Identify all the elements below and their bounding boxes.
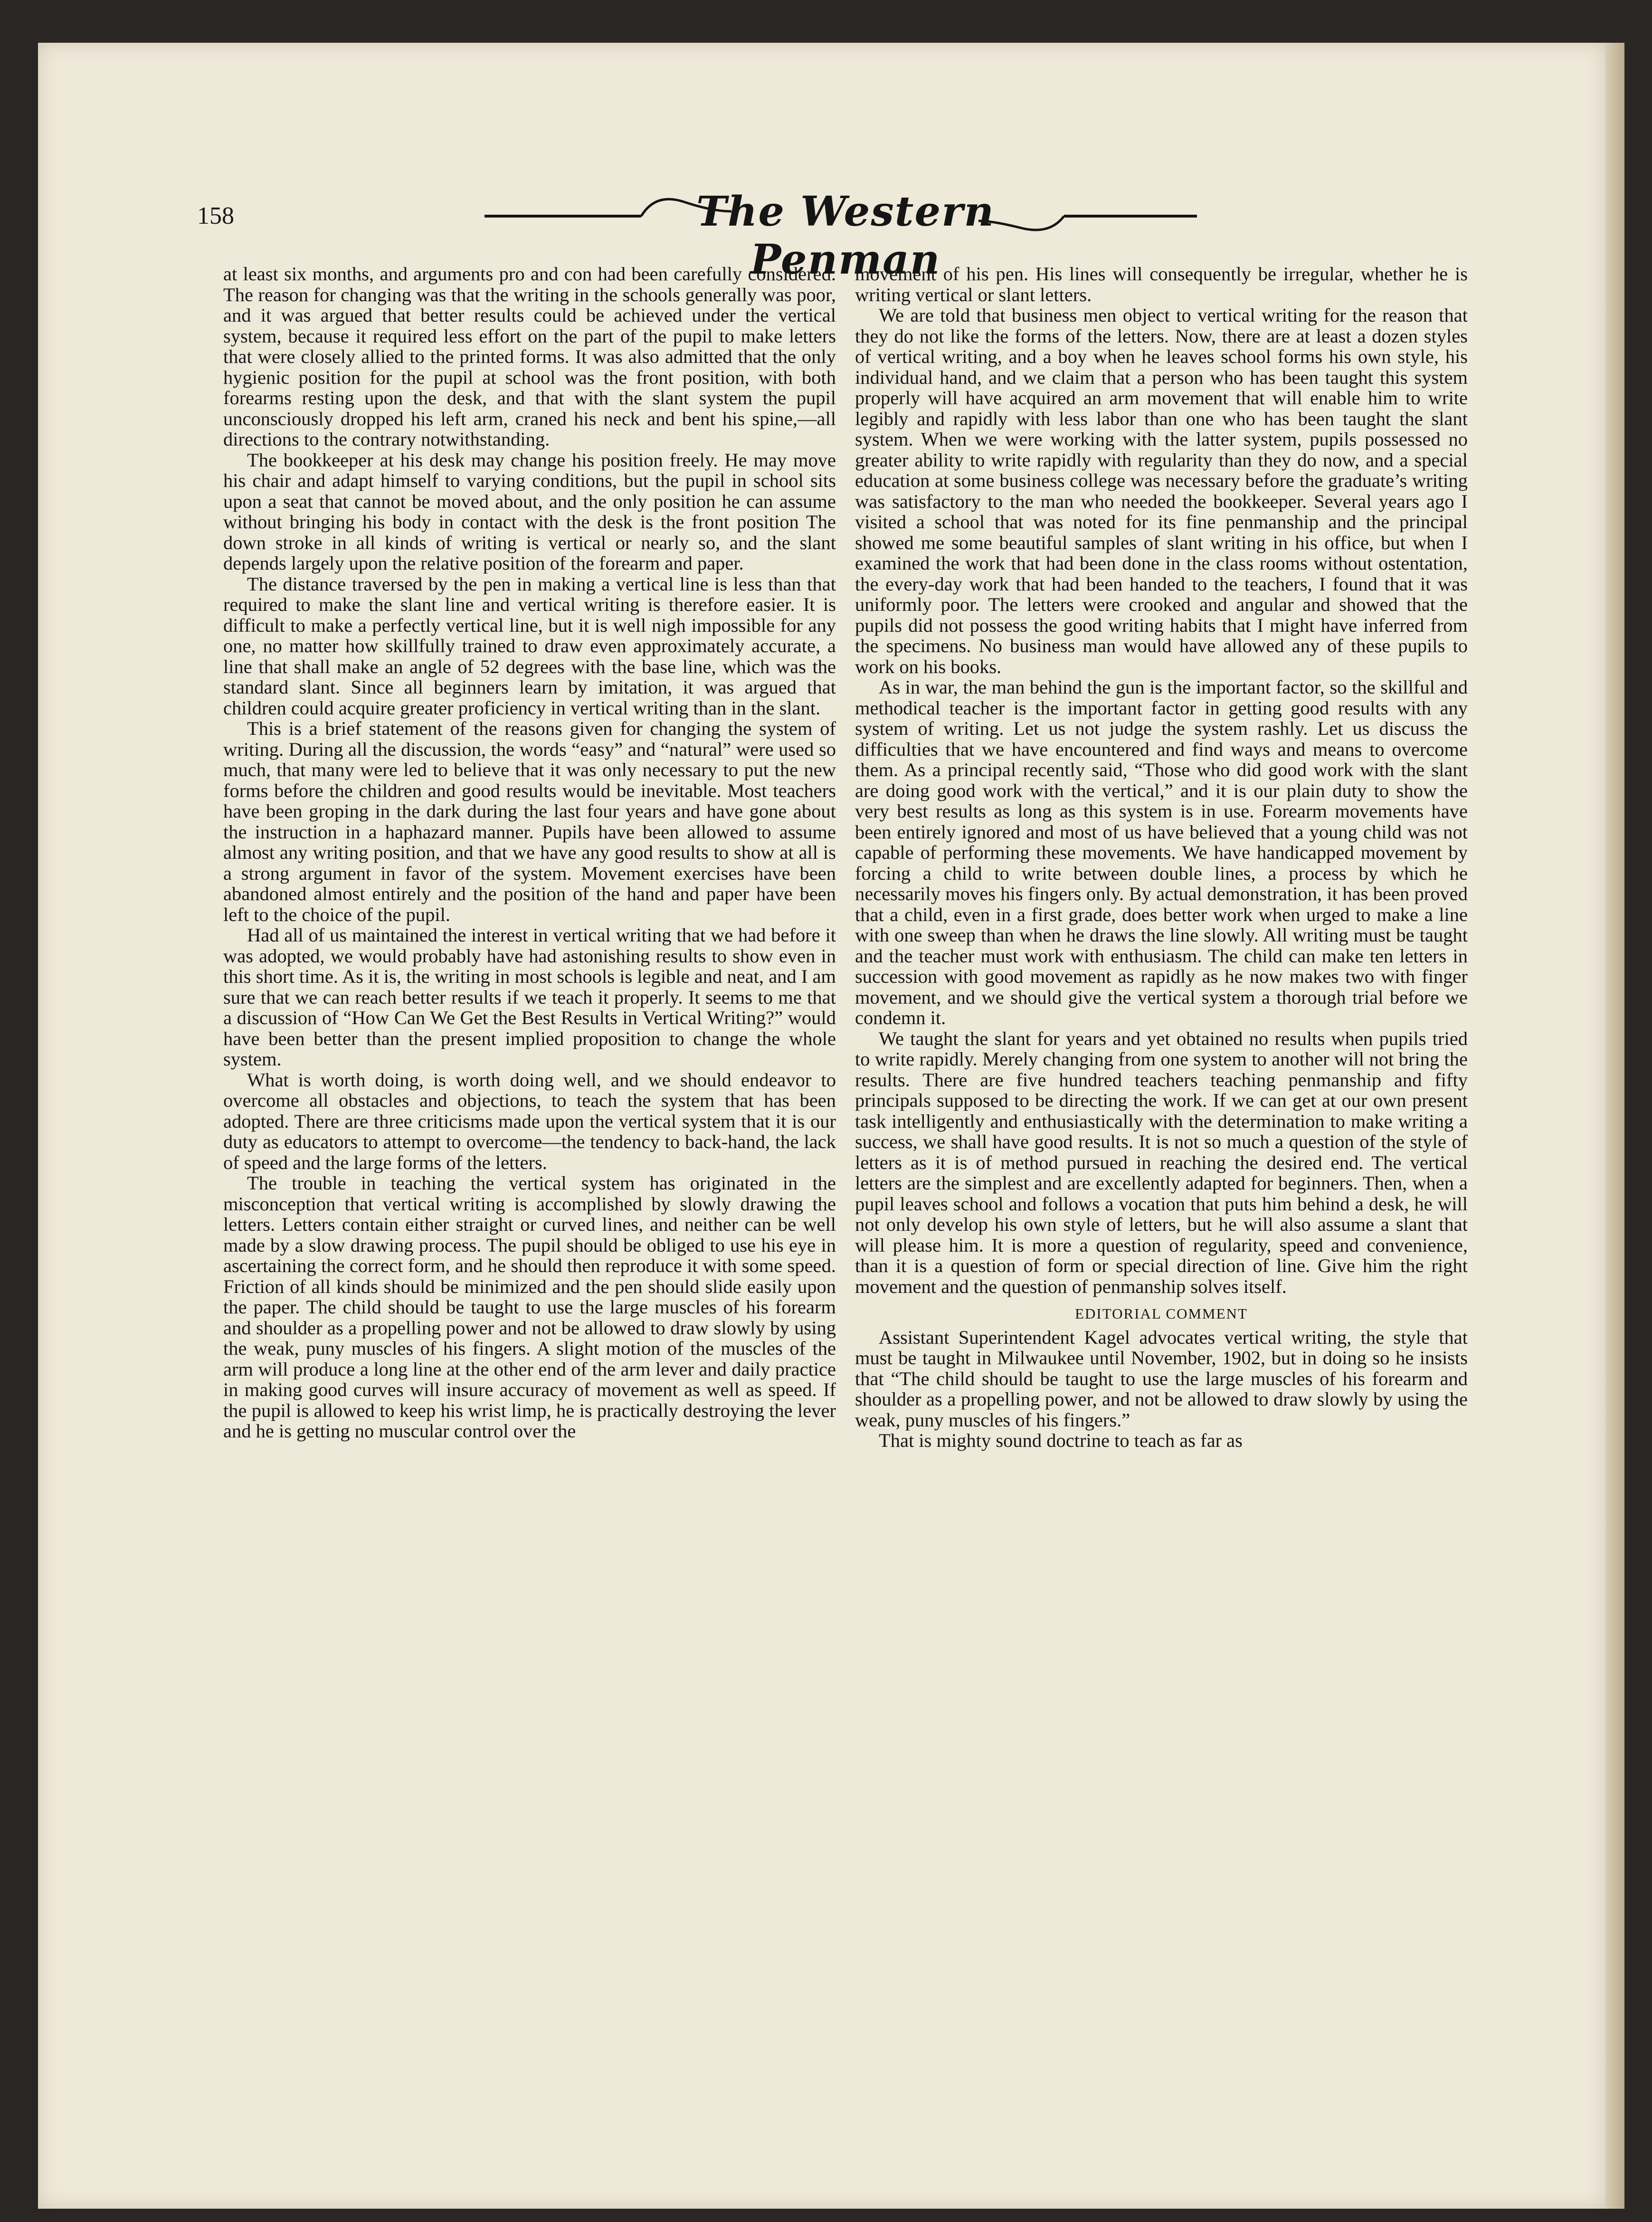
paragraph: We taught the slant for years and yet obtained no results when pupils tried to write rapidly. Merely changing from one system to another will not bring the results. There are five hundred teachers teaching penmanship and fifty principals supposed to be directing the work. If we can get at our own present task intelligently and enthusiastically with the determination to make writing a success, we shall have good results. It is not so much a question of the style of letters as it is of method pursued in reaching the desired end. The vertical letters are the simplest and are excellently adapted for beginners. Then, when a pupil leaves school and follows a vocation that puts him behind a desk, he will not only develop his own style of letters, but he will also assume a slant that will please him. It is more a question of regularity, speed and convenience, than it is a question of form or special direction of line. Give him the right movement and the question of penmanship solves itself. — [855, 1027, 1468, 1297]
paragraph: Assistant Superintendent Kagel advocates vertical writing, the style that must be taught in Milwaukee until November, 1902, but in doing so he insists that “The child should be taught to use the large muscles of his forearm and shoulder as a propelling power, and not be allowed to draw slowly by using the weak, puny muscles of his fingers.” — [855, 1326, 1468, 1431]
paragraph: The distance traversed by the pen in making a vertical line is less than that required to make the slant line and vertical writing is therefore easier. It is difficult to make a perfectly vertical line, but it is well nigh impossible for any one, no matter how skillfully trained to draw even approximately accurate, a line that shall make an angle of 52 degrees with the base line, which was the standard slant. Since all beginners learn by imitation, it was argued that children could acquire greater proficiency in vertical writing than in the slant. — [223, 573, 836, 719]
right-column — [855, 264, 1468, 1451]
paragraph: What is worth doing, is worth doing well, and we should endeavor to overcome all obstacles and objections, to teach the system that has been adopted. There are three criticisms made upon the vertical system that it is our duty as educators to attempt to overcome—the tendency to back-hand, the lack of speed and the large forms of the letters. — [223, 1069, 836, 1173]
left-column — [223, 264, 836, 1442]
paragraph: The bookkeeper at his desk may change his position freely. He may move his chair and adapt himself to varying conditions, but the pupil in school sits upon a seat that cannot be moved about, and the only position he can assume without bringing his body in contact with the desk is the front position The down stroke in all kinds of writing is vertical or nearly so, and the slant depends largely upon the relative position of the forearm and paper. — [223, 449, 836, 574]
editorial-heading: EDITORIAL COMMENT — [1075, 1305, 1248, 1322]
paragraph: This is a brief statement of the reasons given for changing the system of writing. During all the discussion, the words “easy” and “natural” were used so much, that many were led to believe that it was only necessary to put the new forms before the children and good results would be inevitable. Most teachers have been groping in the dark during the last four years and have gone about the instruction in a haphazard manner. Pupils have been allowed to assume almost any writing position, and that we have any good results to show at all is a strong argument in favor of the system. Movement exercises have been abandoned almost entirely and the position of the hand and paper have been left to the choice of the pupil. — [223, 718, 836, 925]
paragraph: As in war, the man behind the gun is the important factor, so the skillful and methodical teacher is the important factor in getting good results with any system of writing. Let us not judge the system rashly. Let us discuss the difficulties that we have encountered and find ways and means to overcome them. As a principal recently said, “Those who did good work with the slant are doing good work with the vertical,” and it is our plain duty to show the very best results as long as this system is in use. Forearm movements have been entirely ignored and most of us have believed that a young child was not capable of performing these movements. We have handicapped movement by forcing a child to write between double lines, a process by which he necessarily moves his fingers only. By actual demonstration, it has been proved that a child, even in a first grade, does better work when urged to make a line with one sweep than when he draws the line slowly. All writing must be taught and the teacher must work with enthusiasm. The child can make ten letters in succession with good movement as rapidly as he now makes two with finger movement, and we should give the vertical system a thorough trial before we condemn it. — [855, 676, 1468, 1028]
paragraph: movement of his pen. His lines will consequently be irregular, whether he is writing vertical or slant letters. — [855, 263, 1468, 305]
paragraph: That is mighty sound doctrine to teach as far as — [879, 1430, 1243, 1451]
masthead-title: The Western Penman — [696, 188, 995, 284]
paragraph: We are told that business men object to vertical writing for the reason that they do not like the forms of the letters. Now, there are at least a dozen styles of vertical writing, and a boy when he leaves school forms his own style, his individual hand, and we claim that a person who has been taught this system properly will have acquired an arm movement that will enable him to write legibly and rapidly with less labor than one who has been taught the slant system. When we were working with the latter system, pupils possessed no greater ability to write rapidly with regularity than they do now, and a special education at some business college was necessary before the graduate’s writing was satisfactory to the man who needed the bookkeeper. Several years ago I visited a school that was noted for its fine penmanship and the principal showed me some beautiful samples of slant writing in his office, but when I examined the work that had been done in the class rooms without ostentation, the every-day work that had been handed to the teachers, I found that it was uniformly poor. The letters were crooked and angular and showed that the pupils did not possess the good writing habits that I might have inferred from the specimens. No business man would have allowed any of these pupils to work on his books. — [855, 304, 1468, 677]
masthead — [484, 183, 1197, 284]
paragraph: Had all of us maintained the interest in vertical writing that we had before it was adopted, we would probably have had astonishing results to show even in this short time. As it is, the writing in most schools is legible and neat, and I am sure that we can reach better results if we teach it properly. It seems to me that a discussion of “How Can We Get the Best Results in Vertical Writing?” would have been better than the present implied proposition to change the whole system. — [223, 924, 836, 1070]
page-edge — [1605, 43, 1624, 2209]
page-number: 158 — [197, 202, 234, 229]
paragraph: at least six months, and arguments pro and con had been carefully considered. The reason for changing was that the writing in the schools generally was poor, and it was argued that better results could be achieved under the vertical system, because it required less effort on the part of the pupil to make letters that were closely allied to the printed forms. It was also admitted that the only hygienic position for the pupil at school was the front position, with both forearms resting upon the desk, and that with the slant system the pupil unconsciously dropped his left arm, craned his neck and bent his spine,—all directions to the contrary notwithstanding. — [223, 263, 836, 450]
paragraph: The trouble in teaching the vertical system has originated in the misconception that vertical writing is accomplished by slowly drawing the letters. Letters contain either straight or curved lines, and neither can be well made by a slow drawing process. The pupil should be obliged to use his eye in ascertaining the correct form, and he should then reproduce it with some speed. Friction of all kinds should be minimized and the pen should slide easily upon the paper. The child should be taught to use the large muscles of his forearm and shoulder as a propelling power and not be allowed to draw slowly by using the weak, puny muscles of his fingers. A slight motion of the muscles of the arm will produce a long line at the other end of the arm lever and daily practice in making good curves will insure accuracy of movement as well as speed. If the pupil is allowed to keep his wrist limp, he is practically destroying the lever and he is getting no muscular control over the — [223, 1172, 836, 1442]
